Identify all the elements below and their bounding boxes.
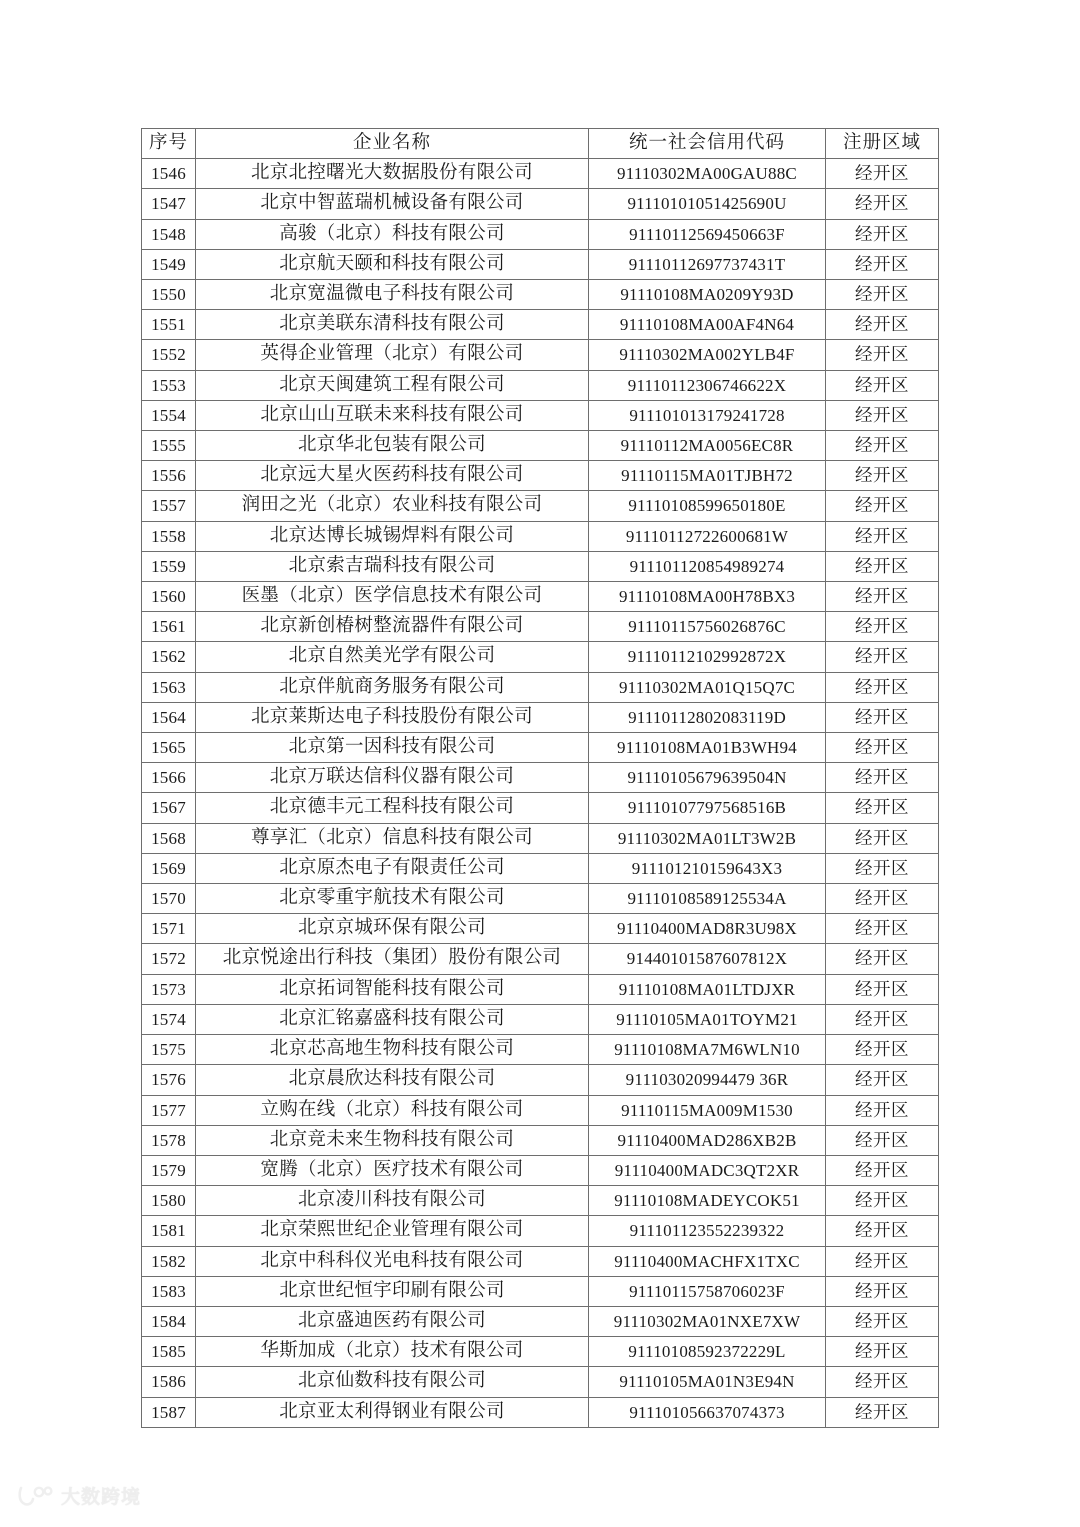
table-row (142, 189, 939, 219)
cell-sequence-number: 1572 (142, 944, 196, 974)
cell-company-name: 北京自然美光学有限公司 (196, 642, 589, 672)
cell-sequence-number: 1546 (142, 159, 196, 189)
cell-sequence-number: 1556 (142, 461, 196, 491)
cell-sequence-number: 1558 (142, 521, 196, 551)
cell-company-name: 北京伴航商务服务有限公司 (196, 672, 589, 702)
cell-company-name: 北京盛迪医药有限公司 (196, 1306, 589, 1336)
cell-registration-area: 经开区 (826, 944, 939, 974)
cell-company-name: 宽腾（北京）医疗技术有限公司 (196, 1155, 589, 1185)
cell-credit-code: 911101123552239322 (589, 1216, 826, 1246)
registry-table-container (141, 128, 938, 1428)
cell-company-name: 北京新创椿树整流器件有限公司 (196, 612, 589, 642)
cell-company-name: 北京北控曙光大数据股份有限公司 (196, 159, 589, 189)
cell-company-name: 北京航天颐和科技有限公司 (196, 249, 589, 279)
cell-registration-area: 经开区 (826, 642, 939, 672)
registry-table (141, 128, 939, 1428)
cell-company-name: 北京凌川科技有限公司 (196, 1186, 589, 1216)
cell-company-name: 北京远大星火医药科技有限公司 (196, 461, 589, 491)
cell-registration-area: 经开区 (826, 763, 939, 793)
cell-credit-code: 91110108MADEYCOK51 (589, 1186, 826, 1216)
cell-company-name: 北京亚太利得钢业有限公司 (196, 1397, 589, 1427)
table-row (142, 461, 939, 491)
cell-company-name: 华斯加成（北京）技术有限公司 (196, 1337, 589, 1367)
cell-sequence-number: 1585 (142, 1337, 196, 1367)
cell-company-name: 北京悦途出行科技（集团）股份有限公司 (196, 944, 589, 974)
cell-credit-code: 91110108599650180E (589, 491, 826, 521)
cell-sequence-number: 1552 (142, 340, 196, 370)
table-row (142, 1216, 939, 1246)
table-row (142, 1095, 939, 1125)
cell-sequence-number: 1560 (142, 582, 196, 612)
cell-sequence-number: 1578 (142, 1125, 196, 1155)
cell-credit-code: 91110112102992872X (589, 642, 826, 672)
cell-credit-code: 911101210159643X3 (589, 853, 826, 883)
cell-credit-code: 91110115758706023F (589, 1276, 826, 1306)
cell-registration-area: 经开区 (826, 461, 939, 491)
watermark-label: 大数跨境 (61, 1486, 142, 1508)
table-row (142, 1367, 939, 1397)
cell-registration-area: 经开区 (826, 431, 939, 461)
cell-credit-code: 91110400MAD8R3U98X (589, 914, 826, 944)
cell-registration-area: 经开区 (826, 310, 939, 340)
cell-credit-code: 91110115MA01TJBH72 (589, 461, 826, 491)
cell-credit-code: 91110112306746622X (589, 370, 826, 400)
cell-registration-area: 经开区 (826, 189, 939, 219)
cell-company-name: 北京华北包装有限公司 (196, 431, 589, 461)
cell-company-name: 北京达博长城锡焊料有限公司 (196, 521, 589, 551)
cell-credit-code: 91110108MA01LTDJXR (589, 974, 826, 1004)
cell-company-name: 高骏（北京）科技有限公司 (196, 219, 589, 249)
cell-sequence-number: 1576 (142, 1065, 196, 1095)
table-row (142, 853, 939, 883)
cell-sequence-number: 1564 (142, 702, 196, 732)
cell-sequence-number: 1561 (142, 612, 196, 642)
cell-credit-code: 91110108MA00H78BX3 (589, 582, 826, 612)
table-row (142, 431, 939, 461)
cell-sequence-number: 1567 (142, 793, 196, 823)
cell-registration-area: 经开区 (826, 159, 939, 189)
cell-registration-area: 经开区 (826, 793, 939, 823)
cell-sequence-number: 1573 (142, 974, 196, 1004)
cell-credit-code: 91110108MA0209Y93D (589, 280, 826, 310)
table-row (142, 914, 939, 944)
cell-sequence-number: 1562 (142, 642, 196, 672)
cell-credit-code: 91110302MA01Q15Q7C (589, 672, 826, 702)
cell-company-name: 英得企业管理（北京）有限公司 (196, 340, 589, 370)
table-row (142, 672, 939, 702)
cell-registration-area: 经开区 (826, 1186, 939, 1216)
cell-company-name: 北京万联达信科仪器有限公司 (196, 763, 589, 793)
cell-registration-area: 经开区 (826, 1065, 939, 1095)
cell-registration-area: 经开区 (826, 612, 939, 642)
cell-sequence-number: 1583 (142, 1276, 196, 1306)
table-row (142, 1125, 939, 1155)
cell-registration-area: 经开区 (826, 884, 939, 914)
cell-company-name: 北京零重宇航技术有限公司 (196, 884, 589, 914)
cell-registration-area: 经开区 (826, 1367, 939, 1397)
cell-company-name: 北京索吉瑞科技有限公司 (196, 551, 589, 581)
cell-credit-code: 91110101051425690U (589, 189, 826, 219)
cell-registration-area: 经开区 (826, 672, 939, 702)
table-header-row (142, 129, 939, 159)
cell-sequence-number: 1575 (142, 1035, 196, 1065)
cell-credit-code: 91110302MA00GAU88C (589, 159, 826, 189)
cell-registration-area: 经开区 (826, 400, 939, 430)
cell-company-name: 医墨（北京）医学信息技术有限公司 (196, 582, 589, 612)
cell-credit-code: 91440101587607812X (589, 944, 826, 974)
cell-registration-area: 经开区 (826, 1337, 939, 1367)
cell-registration-area: 经开区 (826, 853, 939, 883)
cell-credit-code: 911101013179241728 (589, 400, 826, 430)
cell-credit-code: 91110108589125534A (589, 884, 826, 914)
table-row (142, 249, 939, 279)
cell-registration-area: 经开区 (826, 1125, 939, 1155)
cell-credit-code: 91110108MA7M6WLN10 (589, 1035, 826, 1065)
cell-sequence-number: 1554 (142, 400, 196, 430)
cell-credit-code: 91110400MADC3QT2XR (589, 1155, 826, 1185)
cell-company-name: 北京仙数科技有限公司 (196, 1367, 589, 1397)
cell-credit-code: 91110112722600681W (589, 521, 826, 551)
table-row (142, 1306, 939, 1336)
cell-credit-code: 91110112569450663F (589, 219, 826, 249)
cell-sequence-number: 1548 (142, 219, 196, 249)
table-row (142, 280, 939, 310)
table-row (142, 159, 939, 189)
cell-sequence-number: 1549 (142, 249, 196, 279)
cell-credit-code: 91110400MACHFX1TXC (589, 1246, 826, 1276)
table-row (142, 612, 939, 642)
column-header-registration-area: 注册区域 (826, 129, 939, 159)
cell-registration-area: 经开区 (826, 1397, 939, 1427)
table-row (142, 1337, 939, 1367)
cell-registration-area: 经开区 (826, 1095, 939, 1125)
cell-sequence-number: 1565 (142, 733, 196, 763)
table-row (142, 642, 939, 672)
cell-registration-area: 经开区 (826, 280, 939, 310)
cell-company-name: 立购在线（北京）科技有限公司 (196, 1095, 589, 1125)
cell-sequence-number: 1559 (142, 551, 196, 581)
cell-registration-area: 经开区 (826, 1216, 939, 1246)
cell-sequence-number: 1574 (142, 1004, 196, 1034)
cell-company-name: 润田之光（北京）农业科技有限公司 (196, 491, 589, 521)
cell-registration-area: 经开区 (826, 974, 939, 1004)
cell-registration-area: 经开区 (826, 219, 939, 249)
cell-credit-code: 911103020994479 36R (589, 1065, 826, 1095)
cell-credit-code: 911101120854989274 (589, 551, 826, 581)
table-row (142, 1276, 939, 1306)
cell-sequence-number: 1557 (142, 491, 196, 521)
cell-sequence-number: 1587 (142, 1397, 196, 1427)
cell-credit-code: 911101056637074373 (589, 1397, 826, 1427)
cell-registration-area: 经开区 (826, 370, 939, 400)
cell-company-name: 北京莱斯达电子科技股份有限公司 (196, 702, 589, 732)
cell-credit-code: 91110108MA00AF4N64 (589, 310, 826, 340)
cell-registration-area: 经开区 (826, 521, 939, 551)
cell-sequence-number: 1566 (142, 763, 196, 793)
cell-credit-code: 91110302MA01NXE7XW (589, 1306, 826, 1336)
table-row (142, 551, 939, 581)
cell-company-name: 北京竞未来生物科技有限公司 (196, 1125, 589, 1155)
cell-credit-code: 91110108MA01B3WH94 (589, 733, 826, 763)
cell-credit-code: 91110302MA002YLB4F (589, 340, 826, 370)
cell-registration-area: 经开区 (826, 249, 939, 279)
cell-sequence-number: 1553 (142, 370, 196, 400)
cell-credit-code: 91110108592372229L (589, 1337, 826, 1367)
table-row (142, 1246, 939, 1276)
cell-credit-code: 91110105679639504N (589, 763, 826, 793)
cell-company-name: 北京原杰电子有限责任公司 (196, 853, 589, 883)
cell-company-name: 北京晨欣达科技有限公司 (196, 1065, 589, 1095)
table-row (142, 823, 939, 853)
table-row (142, 340, 939, 370)
cell-sequence-number: 1571 (142, 914, 196, 944)
cell-sequence-number: 1569 (142, 853, 196, 883)
table-row (142, 944, 939, 974)
cell-registration-area: 经开区 (826, 491, 939, 521)
cell-sequence-number: 1584 (142, 1306, 196, 1336)
table-row (142, 974, 939, 1004)
cell-credit-code: 91110302MA01LT3W2B (589, 823, 826, 853)
table-header (142, 129, 939, 159)
cell-sequence-number: 1570 (142, 884, 196, 914)
cell-registration-area: 经开区 (826, 1306, 939, 1336)
table-row (142, 884, 939, 914)
cell-company-name: 北京世纪恒宇印刷有限公司 (196, 1276, 589, 1306)
cell-company-name: 北京拓词智能科技有限公司 (196, 974, 589, 1004)
cell-company-name: 北京京城环保有限公司 (196, 914, 589, 944)
cell-credit-code: 91110115756026876C (589, 612, 826, 642)
cell-registration-area: 经开区 (826, 551, 939, 581)
cell-registration-area: 经开区 (826, 823, 939, 853)
cell-registration-area: 经开区 (826, 733, 939, 763)
cell-company-name: 北京山山互联未来科技有限公司 (196, 400, 589, 430)
column-header-credit-code: 统一社会信用代码 (589, 129, 826, 159)
cell-sequence-number: 1586 (142, 1367, 196, 1397)
dashu-logo-icon (18, 1485, 54, 1507)
cell-company-name: 北京第一因科技有限公司 (196, 733, 589, 763)
cell-company-name: 北京中智蓝瑞机械设备有限公司 (196, 189, 589, 219)
cell-sequence-number: 1582 (142, 1246, 196, 1276)
cell-credit-code: 91110400MAD286XB2B (589, 1125, 826, 1155)
table-row (142, 1004, 939, 1034)
cell-sequence-number: 1555 (142, 431, 196, 461)
cell-credit-code: 91110112697737431T (589, 249, 826, 279)
column-header-company-name: 企业名称 (196, 129, 589, 159)
cell-company-name: 北京宽温微电子科技有限公司 (196, 280, 589, 310)
table-row (142, 400, 939, 430)
cell-registration-area: 经开区 (826, 914, 939, 944)
cell-company-name: 北京美联东清科技有限公司 (196, 310, 589, 340)
table-row (142, 310, 939, 340)
cell-company-name: 北京中科科仪光电科技有限公司 (196, 1246, 589, 1276)
table-row (142, 1035, 939, 1065)
cell-company-name: 北京汇铭嘉盛科技有限公司 (196, 1004, 589, 1034)
table-row (142, 1397, 939, 1427)
cell-registration-area: 经开区 (826, 1155, 939, 1185)
cell-credit-code: 91110115MA009M1530 (589, 1095, 826, 1125)
cell-credit-code: 91110105MA01TOYM21 (589, 1004, 826, 1034)
table-row (142, 733, 939, 763)
table-row (142, 219, 939, 249)
table-row (142, 763, 939, 793)
cell-sequence-number: 1581 (142, 1216, 196, 1246)
table-row (142, 582, 939, 612)
table-row (142, 1065, 939, 1095)
cell-registration-area: 经开区 (826, 1004, 939, 1034)
table-body (142, 159, 939, 1428)
cell-sequence-number: 1563 (142, 672, 196, 702)
cell-company-name: 北京芯高地生物科技有限公司 (196, 1035, 589, 1065)
cell-sequence-number: 1550 (142, 280, 196, 310)
cell-sequence-number: 1580 (142, 1186, 196, 1216)
cell-sequence-number: 1577 (142, 1095, 196, 1125)
cell-sequence-number: 1579 (142, 1155, 196, 1185)
column-header-seq: 序号 (142, 129, 196, 159)
cell-registration-area: 经开区 (826, 340, 939, 370)
table-row (142, 521, 939, 551)
table-row (142, 370, 939, 400)
cell-registration-area: 经开区 (826, 582, 939, 612)
table-row (142, 702, 939, 732)
cell-credit-code: 91110112MA0056EC8R (589, 431, 826, 461)
table-row (142, 491, 939, 521)
cell-sequence-number: 1568 (142, 823, 196, 853)
cell-credit-code: 91110107797568516B (589, 793, 826, 823)
cell-registration-area: 经开区 (826, 702, 939, 732)
cell-registration-area: 经开区 (826, 1276, 939, 1306)
cell-company-name: 尊享汇（北京）信息科技有限公司 (196, 823, 589, 853)
table-row (142, 793, 939, 823)
cell-company-name: 北京荣熙世纪企业管理有限公司 (196, 1216, 589, 1246)
cell-registration-area: 经开区 (826, 1246, 939, 1276)
cell-credit-code: 91110112802083119D (589, 702, 826, 732)
watermark (18, 1482, 141, 1509)
cell-company-name: 北京天闽建筑工程有限公司 (196, 370, 589, 400)
cell-sequence-number: 1551 (142, 310, 196, 340)
cell-company-name: 北京德丰元工程科技有限公司 (196, 793, 589, 823)
cell-sequence-number: 1547 (142, 189, 196, 219)
cell-credit-code: 91110105MA01N3E94N (589, 1367, 826, 1397)
table-row (142, 1155, 939, 1185)
table-row (142, 1186, 939, 1216)
cell-registration-area: 经开区 (826, 1035, 939, 1065)
